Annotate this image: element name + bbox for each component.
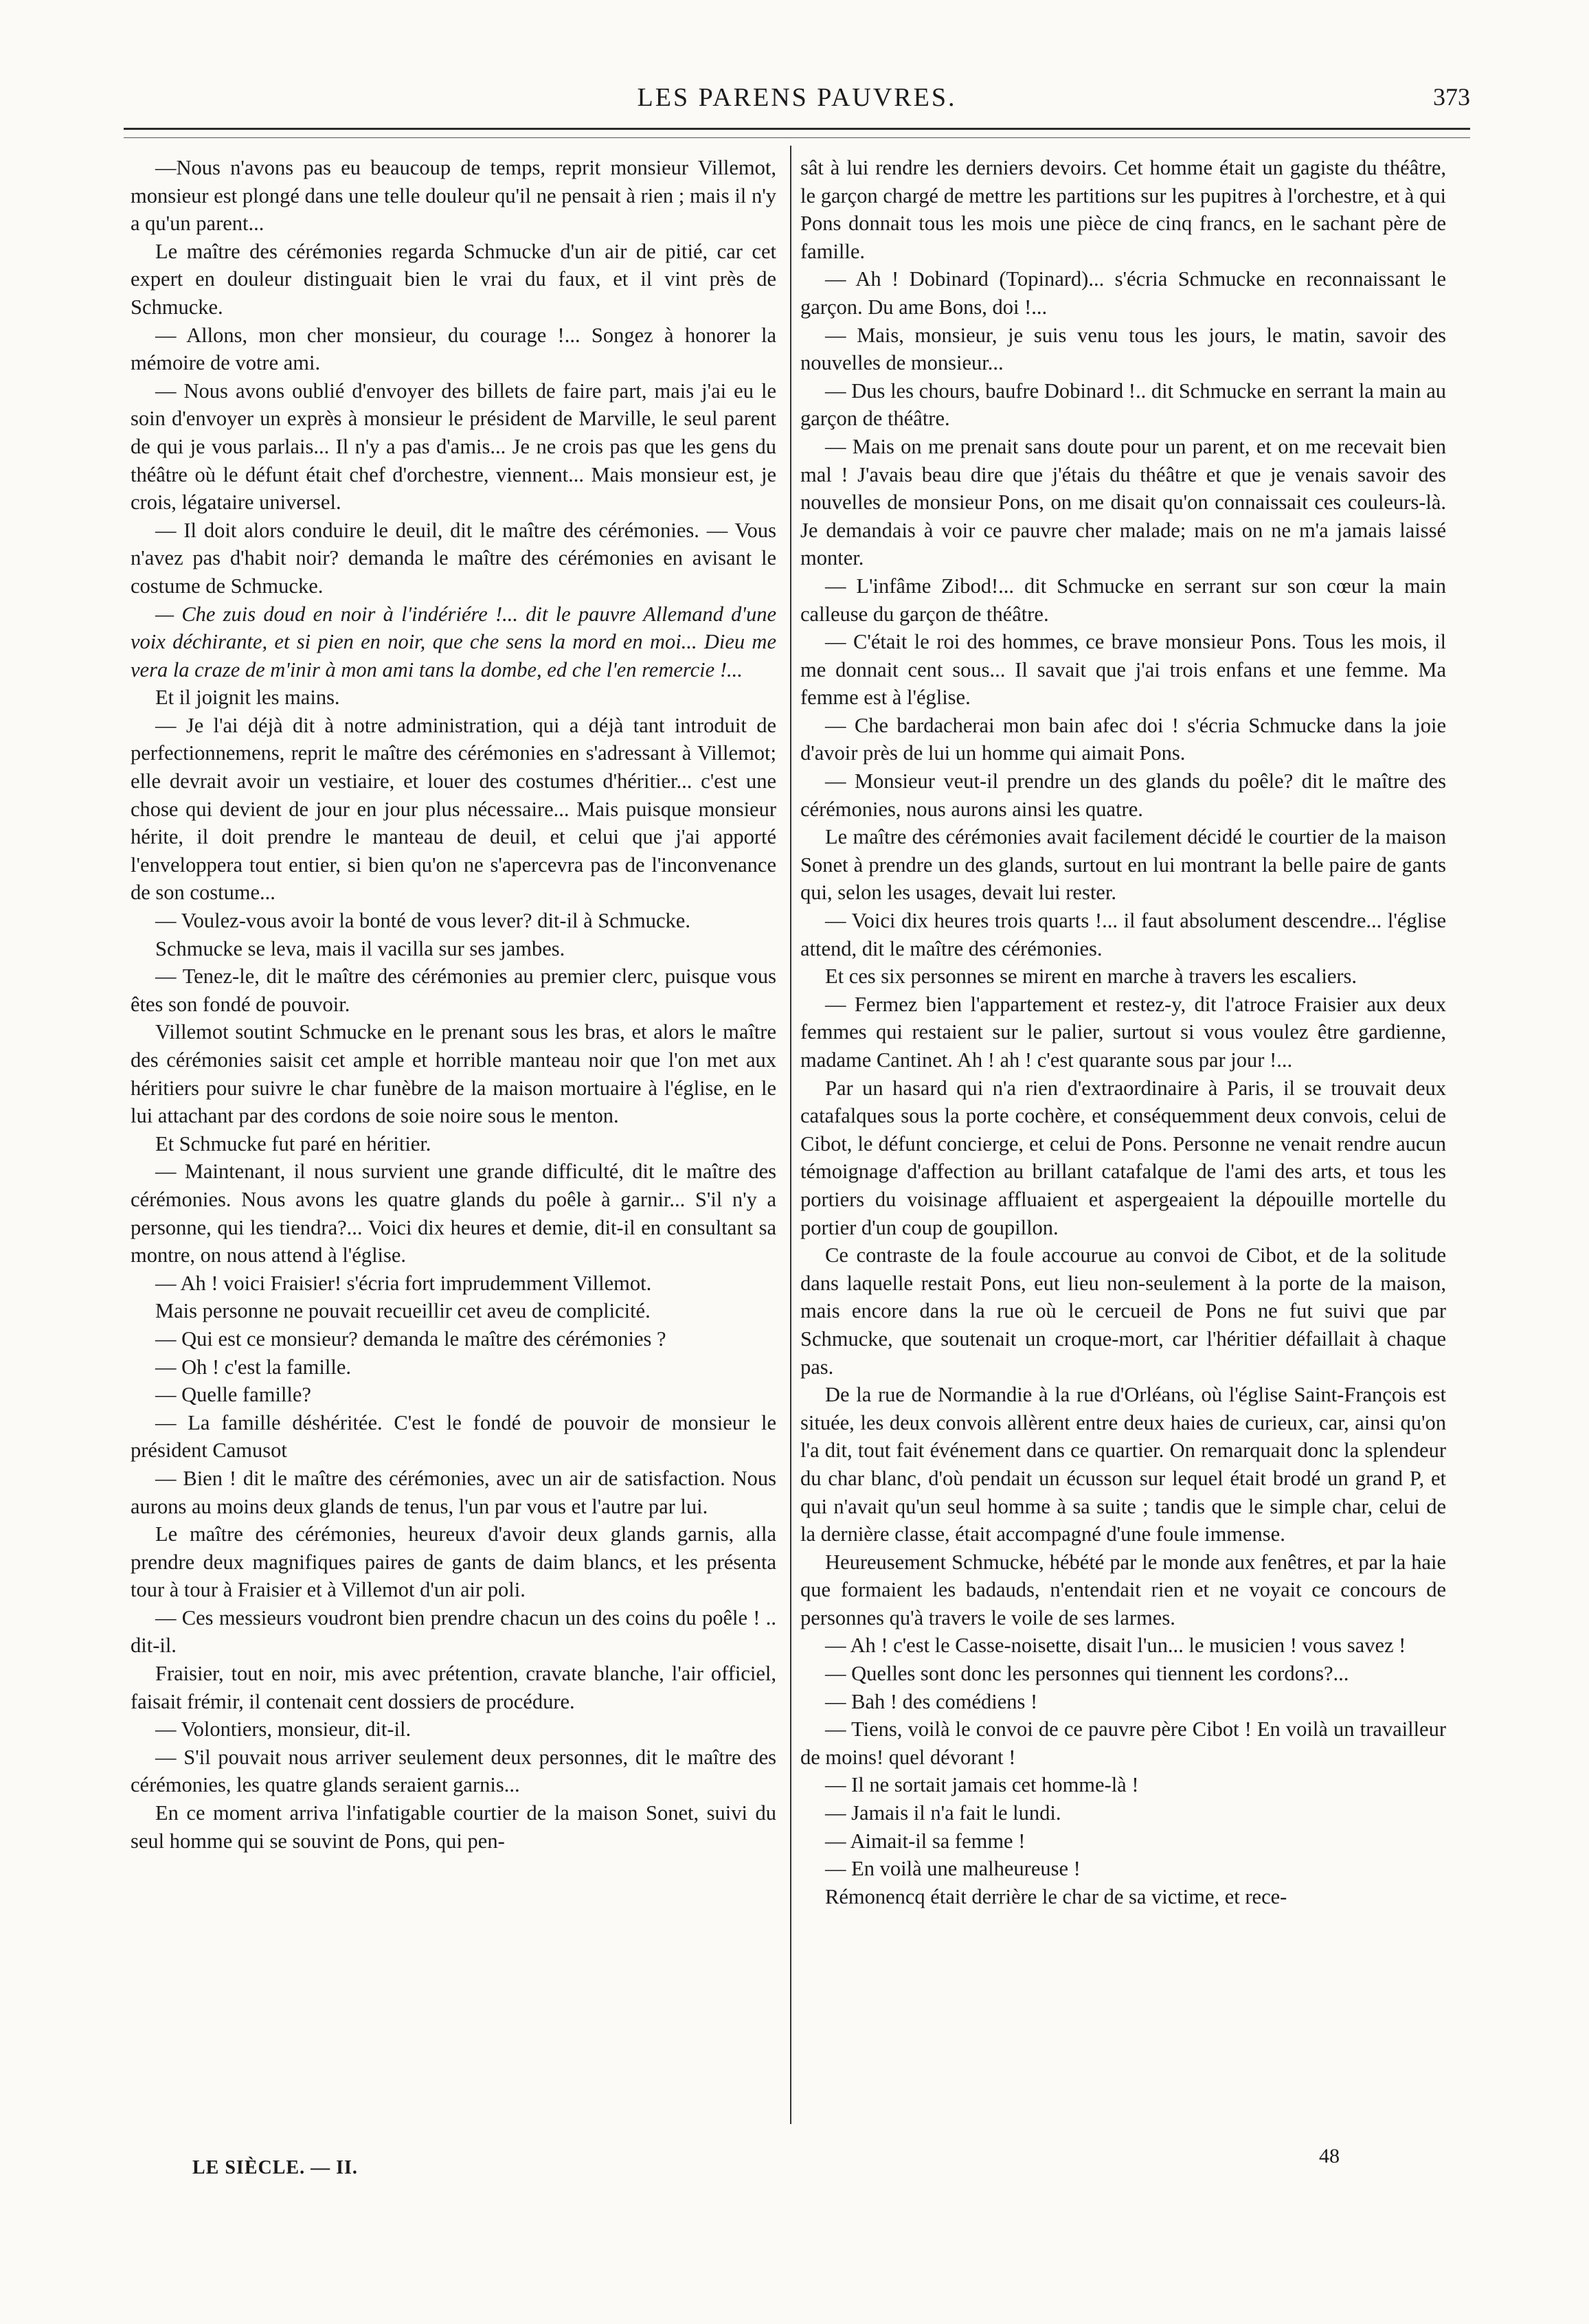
paragraph: — Bah ! des comédiens ! xyxy=(825,1689,1038,1713)
header-rule-thin xyxy=(124,137,1470,138)
paragraph: — Volontiers, monsieur, dit-il. xyxy=(155,1717,412,1741)
sheet-number: 48 xyxy=(1319,2145,1340,2167)
paragraph: De la rue de Normandie à la rue d'Orléans, où l'église Saint-François est située, les deux convois allèrent entre deux haies de curieux, car, ainsi qu'on l'a dit, tout fait événement dans ce quartier. On remarquait donc la splendeur du char blanc, d'où pendait un écusson sur lequel était brodé un grand P, et qui n'avait qu'un seul homme à sa suite ; tandis que le simple char, celui de la dernière classe, était accompagné d'une foule immense. xyxy=(800,1383,1446,1546)
paragraph: — Il ne sortait jamais cet homme-là ! xyxy=(825,1773,1139,1797)
paragraph: — Maintenant, il nous survient une grande difficulté, dit le maître des cérémonies. Nous avons les quatre glands du poêle à garnir... S'il n'y a personne, qui les tiendra?... Voici dix heures et demie, dit-il en consultant sa montre, on nous attend à l'église. xyxy=(131,1160,776,1267)
paragraph: Le maître des cérémonies avait facilement décidé le courtier de la maison Sonet à prendre un des glands, surtout en lui montrant la belle paire de gants qui, selon les usages, devait lui rester. xyxy=(800,825,1446,905)
column-divider xyxy=(790,146,791,2124)
paragraph: sât à lui rendre les derniers devoirs. Cet homme était un gagiste du théâtre, le garçon chargé de mettre les partitions sur les pupitres à l'orchestre, et à qui Pons donnait tous les mois une pièce de cinq francs, en le sachant père de famille. xyxy=(800,156,1446,263)
paragraph: Le maître des cérémonies, heureux d'avoir deux glands garnis, alla prendre deux magnifiques paires de gants de daim blancs, et les présenta tour à tour à Fraisier et à Villemot d'un air poli. xyxy=(131,1522,776,1602)
page-footer xyxy=(131,2145,1456,2191)
page-number: 373 xyxy=(1433,83,1470,111)
paragraph: — Mais on me prenait sans doute pour un parent, et on me recevait bien mal ! J'avais beau dire que j'étais du théâtre et que je venais savoir des nouvelles de monsieur Pons, on me disait qu'on connaissait ces couleurs-là. Je demandais à voir ce pauvre cher malade; mais on ne m'a jamais laissé monter. xyxy=(800,434,1446,570)
paragraph: — Ah ! Dobinard (Topinard)... s'écria Schmucke en reconnaissant le garçon. Du ame Bons, doi !... xyxy=(800,267,1446,319)
paragraph: — C'était le roi des hommes, ce brave monsieur Pons. Tous les mois, il me donnait cent sous... Il savait que j'ai trois enfans et une femme. Ma femme est à l'église. xyxy=(800,630,1446,710)
paragraph: — Monsieur veut-il prendre un des glands du poêle? dit le maître des cérémonies, nous aurons ainsi les quatre. xyxy=(800,769,1446,821)
paragraph: — Allons, mon cher monsieur, du courage !... Songez à honorer la mémoire de votre ami. xyxy=(131,323,776,375)
paragraph: Et il joignit les mains. xyxy=(155,686,340,710)
paragraph: — L'infâme Zibod!... dit Schmucke en serrant sur son cœur la main calleuse du garçon de théâtre. xyxy=(800,574,1446,626)
paragraph: Le maître des cérémonies regarda Schmucke d'un air de pitié, car cet expert en douleur distinguait bien le vrai du faux, et il vint près de Schmucke. xyxy=(131,239,776,319)
paragraph: —Nous n'avons pas eu beaucoup de temps, reprit monsieur Villemot, monsieur est plongé dans une telle douleur qu'il ne pensait à rien ; mais il n'y a qu'un parent... xyxy=(131,156,776,236)
paragraph: — Ah ! voici Fraisier! s'écria fort imprudemment Villemot. xyxy=(155,1271,652,1295)
paragraph: Schmucke se leva, mais il vacilla sur ses jambes. xyxy=(155,936,565,960)
paragraph: Et ces six personnes se mirent en marche à travers les escaliers. xyxy=(825,964,1357,989)
left-column xyxy=(131,154,776,1855)
paragraph: — S'il pouvait nous arriver seulement deux personnes, dit le maître des cérémonies, les quatre glands seraient garnis... xyxy=(131,1745,776,1797)
paragraph: — Il doit alors conduire le deuil, dit le maître des cérémonies. — Vous n'avez pas d'habit noir? demanda le maître des cérémonies en avisant le costume de Schmucke. xyxy=(131,518,776,598)
paragraph: En ce moment arriva l'infatigable courtier de la maison Sonet, suivi du seul homme qui se souvint de Pons, qui pen- xyxy=(131,1801,776,1853)
paragraph: — Mais, monsieur, je suis venu tous les jours, le matin, savoir des nouvelles de monsieur... xyxy=(800,323,1446,375)
paragraph: — Che bardacherai mon bain afec doi ! s'écria Schmucke dans la joie d'avoir près de lui un homme qui aimait Pons. xyxy=(800,713,1446,765)
right-column xyxy=(800,154,1446,1910)
paragraph: Rémonencq était derrière le char de sa victime, et rece- xyxy=(825,1884,1287,1908)
paragraph: — Ah ! c'est le Casse-noisette, disait l'un... le musicien ! vous savez ! xyxy=(825,1634,1406,1658)
paragraph: — Jamais il n'a fait le lundi. xyxy=(825,1801,1061,1825)
paragraph: — Oh ! c'est la famille. xyxy=(155,1355,351,1379)
paragraph: Mais personne ne pouvait recueillir cet aveu de complicité. xyxy=(155,1299,651,1323)
paragraph: Heureusement Schmucke, hébété par le monde aux fenêtres, et par la haie que formaient les badauds, n'entendait rien et ne voyait ce concours de personnes qu'à travers le voile de ses larmes. xyxy=(800,1550,1446,1629)
paragraph: — En voilà une malheureuse ! xyxy=(825,1857,1081,1881)
header-rule xyxy=(124,128,1470,130)
paragraph: — Ces messieurs voudront bien prendre chacun un des coins du poêle ! .. dit-il. xyxy=(131,1605,776,1658)
paragraph: — Tiens, voilà le convoi de ce pauvre père Cibot ! En voilà un travailleur de moins! quel dévorant ! xyxy=(800,1717,1446,1769)
page-header xyxy=(124,76,1470,117)
paragraph: — Dus les chours, baufre Dobinard !.. dit Schmucke en serrant la main au garçon de théâtre. xyxy=(800,379,1446,431)
paragraph: — Nous avons oublié d'envoyer des billets de faire part, mais j'ai eu le soin d'envoyer un exprès à monsieur le président de Marville, le seul parent de qui je vous parlais... Il n'y a pas d'amis... Je ne crois pas que les gens du théâtre où le défunt était chef d'orchestre, viennent... Mais monsieur est, je crois, légataire universel. xyxy=(131,379,776,515)
paragraph: — Tenez-le, dit le maître des cérémonies au premier clerc, puisque vous êtes son fondé de pouvoir. xyxy=(131,964,776,1016)
paragraph: — Quelles sont donc les personnes qui tiennent les cordons?... xyxy=(825,1662,1349,1686)
paragraph: — Aimait-il sa femme ! xyxy=(825,1829,1026,1853)
paragraph: Ce contraste de la foule accourue au convoi de Cibot, et de la solitude dans laquelle restait Pons, eut lieu non-seulement à la porte de la maison, mais encore dans la rue où le cercueil de Pons ne fut suivi que par Schmucke, que soutenait un croque-mort, car l'héritier défaillait à chaque pas. xyxy=(800,1243,1446,1379)
paragraph: Et Schmucke fut paré en héritier. xyxy=(155,1131,431,1155)
paragraph: — Bien ! dit le maître des cérémonies, avec un air de satisfaction. Nous aurons au moins deux glands de tenus, l'un par vous et l'autre par lui. xyxy=(131,1466,776,1518)
paragraph: Par un hasard qui n'a rien d'extraordinaire à Paris, il se trouvait deux catafalques sous la porte cochère, et conséquemment deux convois, celui de Cibot, le défunt concierge, et celui de Pons. Personne ne venait rendre aucun témoignage d'affection au brillant catafalque de l'ami des arts, et tous les portiers du voisinage affluaient et aspergeaient la dépouille mortelle du portier d'un coup de goupillon. xyxy=(800,1076,1446,1239)
paragraph: Fraisier, tout en noir, mis avec prétention, cravate blanche, l'air officiel, faisait frémir, il contenait cent dossiers de procédure. xyxy=(131,1662,776,1713)
printer-signature: LE SIÈCLE. — II. xyxy=(192,2157,358,2178)
paragraph: — Che zuis doud en noir à l'indériére !... dit le pauvre Allemand d'une voix déchirante, et si pien en noir, que che sens la mord en moi... Dieu me vera la craze de m'inir à mon ami tans la dombe, ed che l'en remercie !... xyxy=(131,602,776,681)
paragraph: — Fermez bien l'appartement et restez-y, dit l'atroce Fraisier aux deux femmes qui restaient sur le palier, surtout si vous voulez être gardienne, madame Cantinet. Ah ! ah ! c'est quarante sous par jour !... xyxy=(800,992,1446,1072)
paragraph: — Quelle famille? xyxy=(155,1383,311,1407)
paragraph: — Je l'ai déjà dit à notre administration, qui a déjà tant introduit de perfectionnemens, reprit le maître des cérémonies en s'adressant à Villemot; elle devrait avoir un vestiaire, et louer des costumes d'héritier... c'est une chose qui devient de jour en jour plus nécessaire... Mais puisque monsieur hérite, il doit prendre le manteau de deuil, et celui que j'ai apporté l'enveloppera tout entier, si bien qu'on ne s'apercevra pas de l'inconvenance de son costume... xyxy=(131,713,776,905)
paragraph: Villemot soutint Schmucke en le prenant sous les bras, et alors le maître des cérémonies saisit cet ample et horrible manteau noir que l'on met aux héritiers pour suivre le char funèbre de la maison mortuaire à l'église, en le lui attachant par des cordons de soie noire sous le menton. xyxy=(131,1020,776,1128)
paragraph: — La famille déshéritée. C'est le fondé de pouvoir de monsieur le président Camusot xyxy=(131,1410,776,1463)
paragraph: — Voici dix heures trois quarts !... il faut absolument descendre... l'église attend, dit le maître des cérémonies. xyxy=(800,909,1446,960)
running-title: LES PARENS PAUVRES. xyxy=(637,83,957,112)
paragraph: — Qui est ce monsieur? demanda le maître des cérémonies ? xyxy=(155,1327,666,1351)
paragraph: — Voulez-vous avoir la bonté de vous lever? dit-il à Schmucke. xyxy=(155,909,690,933)
